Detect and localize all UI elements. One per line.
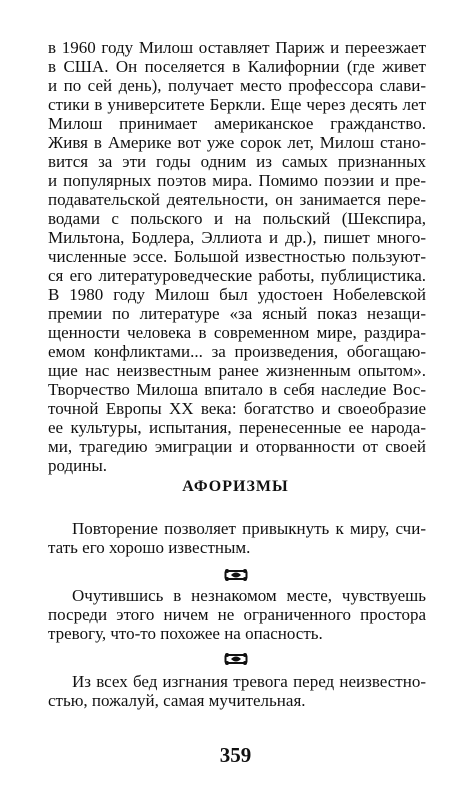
text-line: Милош принимает американское гражданство. [48,114,426,133]
text-line: родины. [48,456,108,475]
text-line: В 1980 году Милош был удостоен Нобелевской [48,285,426,304]
text-line: подавательской деятельности, он занимается пере- [48,190,426,209]
text-line: в США. Он поселяется в Калифорнии (где живет [48,57,426,76]
text-line: ся его литературоведческие работы, публицистика. [48,266,426,285]
text-line: и популярных поэтов мира. Помимо поэзии и пре- [48,171,426,190]
page-number: 359 [219,743,252,767]
ornament-icon [224,652,248,666]
text-line: Живя в Америке вот уже сорок лет, Милош стано- [48,133,426,152]
text-line: тревогу, что-то похожее на опасность. [48,624,323,643]
text-line: стики в университете Беркли. Еще через десять лет [48,95,426,114]
text-line: точной Европы XX века: богатство и своеобразие [48,399,426,418]
text-line: посреди этого ничем не ограниченного простора [48,605,426,624]
text-line: Из всех бед изгнания тревога перед неизвестно- [72,672,426,691]
text-line: емом конфликтами... за произведения, обогащаю- [48,342,426,361]
text-line: щие нас неизвестным ранее жизненным опытом». [48,361,426,380]
text-line: водами с польского и на польский (Шекспира, [48,209,426,228]
text-line: Повторение позволяет привыкнуть к миру, счи- [72,519,426,538]
text-line: щенности человека в современном мире, раздира- [48,323,426,342]
text-line: в 1960 году Милош оставляет Париж и переезжает [48,38,426,57]
text-line: и по сей день), получает место профессора слави- [48,76,426,95]
text-line: тать его хорошо известным. [48,538,251,557]
text-line: премии по литературе «за ясный показ незащи- [48,304,426,323]
text-line: вится за эти годы одним из самых признанных [48,152,426,171]
text-line: ми, трагедию эмиграции и оторванности от своей [48,437,426,456]
text-line: Мильтона, Бодлера, Эллиота и др.), пишет много- [48,228,426,247]
text-line: Очутившись в незнакомом месте, чувствуешь [72,586,426,605]
text-line: численные эссе. Большой известностью пользуют- [48,247,426,266]
text-line: Творчество Милоша впитало в себя наследие Вос- [48,380,426,399]
ornament-icon [224,568,248,582]
text-line: стью, пожалуй, самая мучительная. [48,691,306,710]
text-line: ее культуры, испытания, перенесенные ее народа- [48,418,426,437]
section-heading: АФОРИЗМЫ [182,478,289,495]
